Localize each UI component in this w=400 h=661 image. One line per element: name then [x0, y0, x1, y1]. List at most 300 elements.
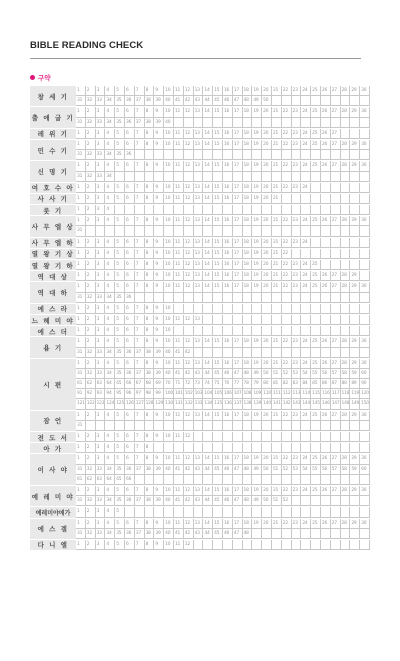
- chapter-checkbox[interactable]: 17: [233, 282, 243, 292]
- chapter-checkbox[interactable]: 13: [194, 183, 204, 193]
- chapter-checkbox[interactable]: 5: [115, 271, 125, 281]
- chapter-checkbox[interactable]: 49: [252, 96, 262, 106]
- chapter-checkbox[interactable]: 18: [243, 337, 253, 347]
- chapter-checkbox[interactable]: 30: [360, 86, 370, 96]
- chapter-checkbox[interactable]: 103: [194, 389, 204, 399]
- chapter-checkbox[interactable]: 27: [331, 454, 341, 464]
- chapter-checkbox[interactable]: 18: [243, 519, 253, 529]
- chapter-checkbox[interactable]: 32: [86, 529, 96, 539]
- chapter-checkbox[interactable]: 86: [321, 379, 331, 389]
- chapter-checkbox[interactable]: 85: [311, 379, 321, 389]
- chapter-checkbox[interactable]: 32: [86, 465, 96, 475]
- chapter-checkbox[interactable]: 11: [174, 486, 184, 496]
- chapter-checkbox[interactable]: 14: [203, 260, 213, 270]
- chapter-checkbox[interactable]: 13: [194, 161, 204, 171]
- chapter-checkbox[interactable]: 31: [76, 529, 86, 539]
- chapter-checkbox[interactable]: 18: [243, 140, 253, 150]
- chapter-checkbox[interactable]: 14: [203, 183, 213, 193]
- chapter-checkbox[interactable]: 6: [125, 540, 135, 550]
- chapter-checkbox[interactable]: 64: [105, 475, 115, 485]
- chapter-checkbox[interactable]: 3: [96, 205, 106, 215]
- chapter-checkbox[interactable]: 21: [272, 519, 282, 529]
- chapter-checkbox[interactable]: 36: [125, 348, 135, 358]
- chapter-checkbox[interactable]: 93: [96, 389, 106, 399]
- chapter-checkbox[interactable]: 7: [135, 486, 145, 496]
- chapter-checkbox[interactable]: 5: [115, 86, 125, 96]
- chapter-checkbox[interactable]: 3: [96, 432, 106, 442]
- chapter-checkbox[interactable]: 1: [76, 486, 86, 496]
- chapter-checkbox[interactable]: 11: [174, 249, 184, 259]
- chapter-checkbox[interactable]: 2: [86, 107, 96, 117]
- chapter-checkbox[interactable]: 126: [125, 399, 135, 409]
- chapter-checkbox[interactable]: 35: [115, 348, 125, 358]
- chapter-checkbox[interactable]: 8: [145, 107, 155, 117]
- chapter-checkbox[interactable]: 7: [135, 519, 145, 529]
- chapter-checkbox[interactable]: 115: [311, 389, 321, 399]
- chapter-checkbox[interactable]: 13: [194, 315, 204, 325]
- chapter-checkbox[interactable]: 25: [311, 282, 321, 292]
- chapter-checkbox[interactable]: 10: [164, 326, 174, 336]
- chapter-checkbox[interactable]: 18: [243, 454, 253, 464]
- chapter-checkbox[interactable]: 122: [86, 399, 96, 409]
- chapter-checkbox[interactable]: 22: [282, 271, 292, 281]
- chapter-checkbox[interactable]: 9: [154, 454, 164, 464]
- chapter-checkbox[interactable]: 40: [164, 118, 174, 128]
- chapter-checkbox[interactable]: 30: [360, 359, 370, 369]
- chapter-checkbox[interactable]: 13: [194, 129, 204, 139]
- chapter-checkbox[interactable]: 3: [96, 107, 106, 117]
- chapter-checkbox[interactable]: 54: [301, 465, 311, 475]
- chapter-checkbox[interactable]: 4: [105, 249, 115, 259]
- chapter-checkbox[interactable]: 23: [292, 260, 302, 270]
- chapter-checkbox[interactable]: 27: [331, 271, 341, 281]
- chapter-checkbox[interactable]: 12: [184, 86, 194, 96]
- chapter-checkbox[interactable]: 16: [223, 282, 233, 292]
- chapter-checkbox[interactable]: 25: [311, 161, 321, 171]
- chapter-checkbox[interactable]: 23: [292, 216, 302, 226]
- chapter-checkbox[interactable]: 8: [145, 519, 155, 529]
- chapter-checkbox[interactable]: 2: [86, 337, 96, 347]
- chapter-checkbox[interactable]: 116: [321, 389, 331, 399]
- chapter-checkbox[interactable]: 14: [203, 337, 213, 347]
- chapter-checkbox[interactable]: 29: [350, 216, 360, 226]
- chapter-checkbox[interactable]: 28: [341, 337, 351, 347]
- chapter-checkbox[interactable]: 17: [233, 486, 243, 496]
- chapter-checkbox[interactable]: 3: [96, 216, 106, 226]
- chapter-checkbox[interactable]: 10: [164, 129, 174, 139]
- chapter-checkbox[interactable]: 131: [174, 399, 184, 409]
- chapter-checkbox[interactable]: 24: [301, 161, 311, 171]
- chapter-checkbox[interactable]: 45: [213, 96, 223, 106]
- chapter-checkbox[interactable]: 94: [105, 389, 115, 399]
- chapter-checkbox[interactable]: 46: [223, 369, 233, 379]
- chapter-checkbox[interactable]: 11: [174, 183, 184, 193]
- chapter-checkbox[interactable]: 3: [96, 161, 106, 171]
- chapter-checkbox[interactable]: 17: [233, 86, 243, 96]
- chapter-checkbox[interactable]: 16: [223, 271, 233, 281]
- chapter-checkbox[interactable]: 19: [252, 140, 262, 150]
- chapter-checkbox[interactable]: 4: [105, 86, 115, 96]
- chapter-checkbox[interactable]: 16: [223, 454, 233, 464]
- chapter-checkbox[interactable]: 37: [135, 348, 145, 358]
- chapter-checkbox[interactable]: 8: [145, 194, 155, 204]
- chapter-checkbox[interactable]: 30: [360, 519, 370, 529]
- chapter-checkbox[interactable]: 143: [292, 399, 302, 409]
- chapter-checkbox[interactable]: 10: [164, 454, 174, 464]
- chapter-checkbox[interactable]: 4: [105, 359, 115, 369]
- chapter-checkbox[interactable]: 7: [135, 238, 145, 248]
- chapter-checkbox[interactable]: 47: [233, 496, 243, 506]
- chapter-checkbox[interactable]: 45: [213, 465, 223, 475]
- chapter-checkbox[interactable]: 17: [233, 411, 243, 421]
- chapter-checkbox[interactable]: 35: [115, 529, 125, 539]
- chapter-checkbox[interactable]: 29: [350, 161, 360, 171]
- chapter-checkbox[interactable]: 26: [321, 411, 331, 421]
- chapter-checkbox[interactable]: 147: [331, 399, 341, 409]
- chapter-checkbox[interactable]: 17: [233, 249, 243, 259]
- chapter-checkbox[interactable]: 37: [135, 496, 145, 506]
- chapter-checkbox[interactable]: 7: [135, 326, 145, 336]
- chapter-checkbox[interactable]: 2: [86, 271, 96, 281]
- chapter-checkbox[interactable]: 17: [233, 216, 243, 226]
- chapter-checkbox[interactable]: 10: [164, 486, 174, 496]
- chapter-checkbox[interactable]: 13: [194, 86, 204, 96]
- chapter-checkbox[interactable]: 19: [252, 216, 262, 226]
- chapter-checkbox[interactable]: 25: [311, 86, 321, 96]
- chapter-checkbox[interactable]: 46: [223, 529, 233, 539]
- chapter-checkbox[interactable]: 32: [86, 96, 96, 106]
- chapter-checkbox[interactable]: 35: [115, 118, 125, 128]
- chapter-checkbox[interactable]: 29: [350, 271, 360, 281]
- chapter-checkbox[interactable]: 14: [203, 454, 213, 464]
- chapter-checkbox[interactable]: 27: [331, 359, 341, 369]
- chapter-checkbox[interactable]: 5: [115, 359, 125, 369]
- chapter-checkbox[interactable]: 19: [252, 454, 262, 464]
- chapter-checkbox[interactable]: 33: [96, 369, 106, 379]
- chapter-checkbox[interactable]: 1: [76, 507, 86, 517]
- chapter-checkbox[interactable]: 13: [194, 271, 204, 281]
- chapter-checkbox[interactable]: 41: [174, 496, 184, 506]
- chapter-checkbox[interactable]: 5: [115, 129, 125, 139]
- chapter-checkbox[interactable]: 4: [105, 432, 115, 442]
- chapter-checkbox[interactable]: 8: [145, 282, 155, 292]
- chapter-checkbox[interactable]: 1: [76, 337, 86, 347]
- chapter-checkbox[interactable]: 117: [331, 389, 341, 399]
- chapter-checkbox[interactable]: 1: [76, 454, 86, 464]
- chapter-checkbox[interactable]: 20: [262, 86, 272, 96]
- chapter-checkbox[interactable]: 2: [86, 129, 96, 139]
- chapter-checkbox[interactable]: 44: [203, 496, 213, 506]
- chapter-checkbox[interactable]: 32: [86, 172, 96, 182]
- chapter-checkbox[interactable]: 22: [282, 183, 292, 193]
- chapter-checkbox[interactable]: 33: [96, 465, 106, 475]
- chapter-checkbox[interactable]: 14: [203, 249, 213, 259]
- chapter-checkbox[interactable]: 18: [243, 486, 253, 496]
- chapter-checkbox[interactable]: 16: [223, 359, 233, 369]
- chapter-checkbox[interactable]: 11: [174, 315, 184, 325]
- chapter-checkbox[interactable]: 30: [360, 486, 370, 496]
- chapter-checkbox[interactable]: 5: [115, 238, 125, 248]
- chapter-checkbox[interactable]: 21: [272, 194, 282, 204]
- chapter-checkbox[interactable]: 15: [213, 86, 223, 96]
- chapter-checkbox[interactable]: 15: [213, 282, 223, 292]
- chapter-checkbox[interactable]: 53: [292, 369, 302, 379]
- chapter-checkbox[interactable]: 15: [213, 194, 223, 204]
- chapter-checkbox[interactable]: 4: [105, 282, 115, 292]
- chapter-checkbox[interactable]: 111: [272, 389, 282, 399]
- chapter-checkbox[interactable]: 7: [135, 304, 145, 314]
- chapter-checkbox[interactable]: 2: [86, 411, 96, 421]
- chapter-checkbox[interactable]: 88: [341, 379, 351, 389]
- chapter-checkbox[interactable]: 1: [76, 183, 86, 193]
- chapter-checkbox[interactable]: 33: [96, 172, 106, 182]
- chapter-checkbox[interactable]: 9: [154, 271, 164, 281]
- chapter-checkbox[interactable]: 23: [292, 271, 302, 281]
- chapter-checkbox[interactable]: 2: [86, 260, 96, 270]
- chapter-checkbox[interactable]: 17: [233, 183, 243, 193]
- chapter-checkbox[interactable]: 6: [125, 249, 135, 259]
- chapter-checkbox[interactable]: 28: [341, 411, 351, 421]
- chapter-checkbox[interactable]: 11: [174, 140, 184, 150]
- chapter-checkbox[interactable]: 24: [301, 282, 311, 292]
- chapter-checkbox[interactable]: 26: [321, 454, 331, 464]
- chapter-checkbox[interactable]: 90: [360, 379, 370, 389]
- chapter-checkbox[interactable]: 12: [184, 140, 194, 150]
- chapter-checkbox[interactable]: 21: [272, 238, 282, 248]
- chapter-checkbox[interactable]: 4: [105, 238, 115, 248]
- chapter-checkbox[interactable]: 133: [194, 399, 204, 409]
- chapter-checkbox[interactable]: 16: [223, 337, 233, 347]
- chapter-checkbox[interactable]: 80: [262, 379, 272, 389]
- chapter-checkbox[interactable]: 34: [105, 293, 115, 303]
- chapter-checkbox[interactable]: 17: [233, 260, 243, 270]
- chapter-checkbox[interactable]: 56: [321, 369, 331, 379]
- chapter-checkbox[interactable]: 132: [184, 399, 194, 409]
- chapter-checkbox[interactable]: 42: [184, 529, 194, 539]
- chapter-checkbox[interactable]: 4: [105, 326, 115, 336]
- chapter-checkbox[interactable]: 29: [350, 519, 360, 529]
- chapter-checkbox[interactable]: 31: [76, 118, 86, 128]
- chapter-checkbox[interactable]: 47: [233, 529, 243, 539]
- chapter-checkbox[interactable]: 41: [174, 529, 184, 539]
- chapter-checkbox[interactable]: 145: [311, 399, 321, 409]
- chapter-checkbox[interactable]: 1: [76, 260, 86, 270]
- chapter-checkbox[interactable]: 23: [292, 519, 302, 529]
- chapter-checkbox[interactable]: 24: [301, 183, 311, 193]
- chapter-checkbox[interactable]: 59: [350, 465, 360, 475]
- chapter-checkbox[interactable]: 41: [174, 465, 184, 475]
- chapter-checkbox[interactable]: 63: [96, 475, 106, 485]
- chapter-checkbox[interactable]: 15: [213, 454, 223, 464]
- chapter-checkbox[interactable]: 25: [311, 216, 321, 226]
- chapter-checkbox[interactable]: 16: [223, 140, 233, 150]
- chapter-checkbox[interactable]: 10: [164, 249, 174, 259]
- chapter-checkbox[interactable]: 24: [301, 359, 311, 369]
- chapter-checkbox[interactable]: 6: [125, 486, 135, 496]
- chapter-checkbox[interactable]: 60: [360, 465, 370, 475]
- chapter-checkbox[interactable]: 19: [252, 282, 262, 292]
- chapter-checkbox[interactable]: 1: [76, 315, 86, 325]
- chapter-checkbox[interactable]: 25: [311, 140, 321, 150]
- chapter-checkbox[interactable]: 134: [203, 399, 213, 409]
- chapter-checkbox[interactable]: 14: [203, 161, 213, 171]
- chapter-checkbox[interactable]: 6: [125, 238, 135, 248]
- chapter-checkbox[interactable]: 12: [184, 216, 194, 226]
- chapter-checkbox[interactable]: 10: [164, 337, 174, 347]
- chapter-checkbox[interactable]: 53: [292, 465, 302, 475]
- chapter-checkbox[interactable]: 15: [213, 271, 223, 281]
- chapter-checkbox[interactable]: 39: [154, 348, 164, 358]
- chapter-checkbox[interactable]: 20: [262, 486, 272, 496]
- chapter-checkbox[interactable]: 11: [174, 432, 184, 442]
- chapter-checkbox[interactable]: 31: [76, 96, 86, 106]
- chapter-checkbox[interactable]: 14: [203, 86, 213, 96]
- chapter-checkbox[interactable]: 8: [145, 161, 155, 171]
- chapter-checkbox[interactable]: 59: [350, 369, 360, 379]
- chapter-checkbox[interactable]: 24: [301, 216, 311, 226]
- chapter-checkbox[interactable]: 8: [145, 140, 155, 150]
- chapter-checkbox[interactable]: 35: [115, 369, 125, 379]
- chapter-checkbox[interactable]: 140: [262, 399, 272, 409]
- chapter-checkbox[interactable]: 12: [184, 271, 194, 281]
- chapter-checkbox[interactable]: 6: [125, 183, 135, 193]
- chapter-checkbox[interactable]: 25: [311, 129, 321, 139]
- chapter-checkbox[interactable]: 119: [350, 389, 360, 399]
- chapter-checkbox[interactable]: 15: [213, 249, 223, 259]
- chapter-checkbox[interactable]: 19: [252, 411, 262, 421]
- chapter-checkbox[interactable]: 12: [184, 107, 194, 117]
- chapter-checkbox[interactable]: 4: [105, 271, 115, 281]
- chapter-checkbox[interactable]: 22: [282, 86, 292, 96]
- chapter-checkbox[interactable]: 4: [105, 411, 115, 421]
- chapter-checkbox[interactable]: 13: [194, 216, 204, 226]
- chapter-checkbox[interactable]: 14: [203, 282, 213, 292]
- chapter-checkbox[interactable]: 26: [321, 161, 331, 171]
- chapter-checkbox[interactable]: 24: [301, 238, 311, 248]
- chapter-checkbox[interactable]: 29: [350, 282, 360, 292]
- chapter-checkbox[interactable]: 20: [262, 519, 272, 529]
- chapter-checkbox[interactable]: 14: [203, 194, 213, 204]
- chapter-checkbox[interactable]: 46: [223, 465, 233, 475]
- chapter-checkbox[interactable]: 15: [213, 216, 223, 226]
- chapter-checkbox[interactable]: 10: [164, 260, 174, 270]
- chapter-checkbox[interactable]: 13: [194, 282, 204, 292]
- chapter-checkbox[interactable]: 28: [341, 140, 351, 150]
- chapter-checkbox[interactable]: 48: [243, 96, 253, 106]
- chapter-checkbox[interactable]: 15: [213, 411, 223, 421]
- chapter-checkbox[interactable]: 10: [164, 432, 174, 442]
- chapter-checkbox[interactable]: 8: [145, 432, 155, 442]
- chapter-checkbox[interactable]: 40: [164, 348, 174, 358]
- chapter-checkbox[interactable]: 3: [96, 271, 106, 281]
- chapter-checkbox[interactable]: 4: [105, 337, 115, 347]
- chapter-checkbox[interactable]: 39: [154, 118, 164, 128]
- chapter-checkbox[interactable]: 82: [282, 379, 292, 389]
- chapter-checkbox[interactable]: 2: [86, 432, 96, 442]
- chapter-checkbox[interactable]: 12: [184, 454, 194, 464]
- chapter-checkbox[interactable]: 7: [135, 107, 145, 117]
- chapter-checkbox[interactable]: 32: [86, 293, 96, 303]
- chapter-checkbox[interactable]: 5: [115, 260, 125, 270]
- chapter-checkbox[interactable]: 17: [233, 194, 243, 204]
- chapter-checkbox[interactable]: 36: [125, 529, 135, 539]
- chapter-checkbox[interactable]: 27: [331, 140, 341, 150]
- chapter-checkbox[interactable]: 7: [135, 337, 145, 347]
- chapter-checkbox[interactable]: 5: [115, 315, 125, 325]
- chapter-checkbox[interactable]: 19: [252, 271, 262, 281]
- chapter-checkbox[interactable]: 17: [233, 359, 243, 369]
- chapter-checkbox[interactable]: 19: [252, 86, 262, 96]
- chapter-checkbox[interactable]: 130: [164, 399, 174, 409]
- chapter-checkbox[interactable]: 45: [213, 369, 223, 379]
- chapter-checkbox[interactable]: 7: [135, 411, 145, 421]
- chapter-checkbox[interactable]: 3: [96, 540, 106, 550]
- chapter-checkbox[interactable]: 18: [243, 129, 253, 139]
- chapter-checkbox[interactable]: 10: [164, 304, 174, 314]
- chapter-checkbox[interactable]: 8: [145, 260, 155, 270]
- chapter-checkbox[interactable]: 4: [105, 443, 115, 453]
- chapter-checkbox[interactable]: 38: [145, 348, 155, 358]
- chapter-checkbox[interactable]: 25: [311, 359, 321, 369]
- chapter-checkbox[interactable]: 2: [86, 519, 96, 529]
- chapter-checkbox[interactable]: 12: [184, 359, 194, 369]
- chapter-checkbox[interactable]: 6: [125, 282, 135, 292]
- chapter-checkbox[interactable]: 9: [154, 359, 164, 369]
- chapter-checkbox[interactable]: 20: [262, 271, 272, 281]
- chapter-checkbox[interactable]: 4: [105, 260, 115, 270]
- chapter-checkbox[interactable]: 10: [164, 107, 174, 117]
- chapter-checkbox[interactable]: 3: [96, 282, 106, 292]
- chapter-checkbox[interactable]: 13: [194, 454, 204, 464]
- chapter-checkbox[interactable]: 7: [135, 315, 145, 325]
- chapter-checkbox[interactable]: 41: [174, 348, 184, 358]
- chapter-checkbox[interactable]: 34: [105, 369, 115, 379]
- chapter-checkbox[interactable]: 18: [243, 86, 253, 96]
- chapter-checkbox[interactable]: 36: [125, 496, 135, 506]
- chapter-checkbox[interactable]: 9: [154, 161, 164, 171]
- chapter-checkbox[interactable]: 6: [125, 454, 135, 464]
- chapter-checkbox[interactable]: 55: [311, 465, 321, 475]
- chapter-checkbox[interactable]: 18: [243, 271, 253, 281]
- chapter-checkbox[interactable]: 30: [360, 161, 370, 171]
- chapter-checkbox[interactable]: 21: [272, 183, 282, 193]
- chapter-checkbox[interactable]: 26: [321, 337, 331, 347]
- chapter-checkbox[interactable]: 23: [292, 140, 302, 150]
- chapter-checkbox[interactable]: 38: [145, 369, 155, 379]
- chapter-checkbox[interactable]: 23: [292, 238, 302, 248]
- chapter-checkbox[interactable]: 36: [125, 96, 135, 106]
- chapter-checkbox[interactable]: 79: [252, 379, 262, 389]
- chapter-checkbox[interactable]: 99: [154, 389, 164, 399]
- chapter-checkbox[interactable]: 13: [194, 249, 204, 259]
- chapter-checkbox[interactable]: 1: [76, 304, 86, 314]
- chapter-checkbox[interactable]: 12: [184, 315, 194, 325]
- chapter-checkbox[interactable]: 9: [154, 432, 164, 442]
- chapter-checkbox[interactable]: 114: [301, 389, 311, 399]
- chapter-checkbox[interactable]: 96: [125, 389, 135, 399]
- chapter-checkbox[interactable]: 87: [331, 379, 341, 389]
- chapter-checkbox[interactable]: 7: [135, 443, 145, 453]
- chapter-checkbox[interactable]: 107: [233, 389, 243, 399]
- chapter-checkbox[interactable]: 5: [115, 161, 125, 171]
- chapter-checkbox[interactable]: 15: [213, 129, 223, 139]
- chapter-checkbox[interactable]: 40: [164, 465, 174, 475]
- chapter-checkbox[interactable]: 44: [203, 96, 213, 106]
- chapter-checkbox[interactable]: 5: [115, 540, 125, 550]
- chapter-checkbox[interactable]: 4: [105, 161, 115, 171]
- chapter-checkbox[interactable]: 25: [311, 107, 321, 117]
- chapter-checkbox[interactable]: 40: [164, 96, 174, 106]
